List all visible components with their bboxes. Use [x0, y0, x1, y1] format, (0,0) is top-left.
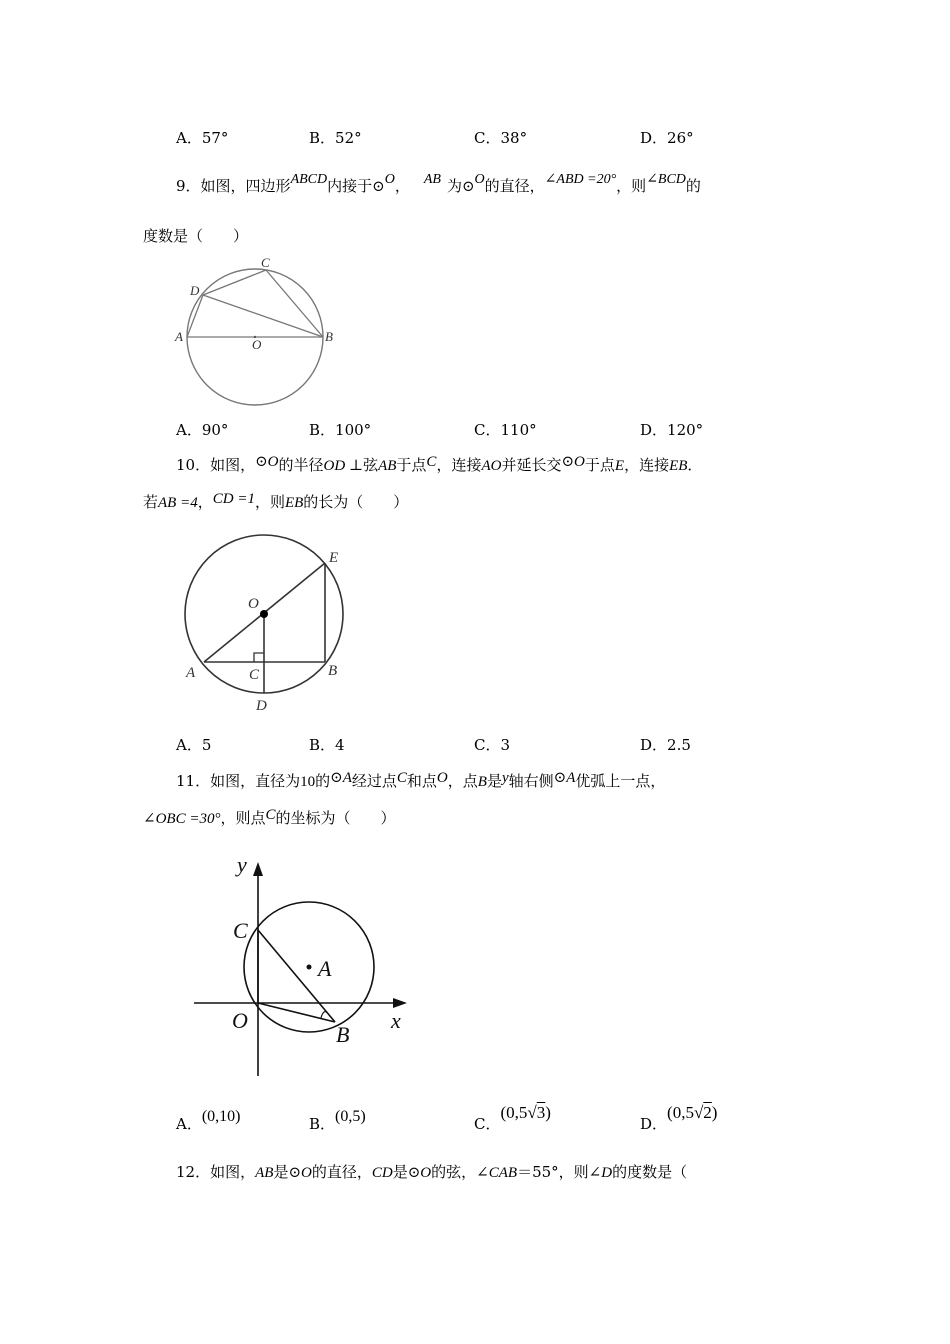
q8-option-d: D．26° [640, 129, 694, 147]
q10-label-b: B [328, 663, 338, 679]
q9-stem-line1: 9．如图，四边形ABCD内接于⊙O， AB 为⊙O的直径，∠ABD =20°，则∠BCD的 [176, 172, 701, 195]
q11-label-y: y [237, 852, 247, 877]
q9-option-d: D．120° [640, 421, 704, 439]
q11-option-b: B．(0,5) [309, 1108, 366, 1133]
q8-option-c: C．38° [474, 129, 528, 147]
q9-stem-line2: 度数是（ ） [143, 227, 249, 245]
q8-option-b: B．52° [309, 129, 362, 147]
q10-option-b: B．4 [309, 736, 345, 754]
q11-label-b: B [336, 1022, 350, 1047]
q11-stem-line1: 11．如图，直径为10的⊙A经过点C和点O，点B是y轴右侧⊙A优弧上一点， [176, 770, 666, 790]
q11-option-a: A．(0,10) [176, 1108, 241, 1133]
q10-stem-line2: 若AB =4，CD =1，则EB的长为（ ） [143, 491, 409, 511]
q9-figure [170, 255, 340, 415]
q8-option-a: A．57° [176, 129, 229, 147]
q9-label-b: B [325, 329, 333, 344]
q10-option-d: D．2.5 [640, 736, 691, 754]
q10-label-c: C [249, 667, 260, 683]
q10-option-a: A．5 [176, 736, 212, 754]
q10-label-o: O [248, 596, 259, 612]
q9-label-o: O [252, 337, 262, 352]
q10-stem-line1: 10．如图，⊙O的半径OD ⊥弦AB于点C，连接AO并延长交⊙O于点E，连接EB． [176, 454, 703, 474]
q10-label-e: E [329, 550, 339, 566]
q10-label-d: D [256, 698, 267, 714]
q9-option-a: A．90° [176, 421, 229, 439]
q11-stem-line2: ∠OBC =30°，则点C的坐标为（ ） [143, 807, 396, 827]
q10-figure [176, 530, 356, 720]
q11-label-a: A [318, 956, 332, 981]
q11-label-x: x [391, 1008, 401, 1033]
q10-option-c: C．3 [474, 736, 511, 754]
q9-label-d: D [190, 283, 200, 298]
q10-label-a: A [186, 665, 196, 681]
q9-label-a: A [175, 329, 183, 344]
q9-option-c: C．110° [474, 421, 537, 439]
q11-option-d: D．(0,5√2) [640, 1103, 718, 1133]
q9-label-c: C [261, 255, 270, 270]
q11-label-o: O [232, 1008, 248, 1033]
q11-figure [190, 850, 420, 1080]
q12-stem-line1: 12．如图，AB是⊙O的直径，CD是⊙O的弦，∠CAB＝55°，则∠D的度数是（ [176, 1163, 688, 1181]
q9-option-b: B．100° [309, 421, 372, 439]
q11-label-c: C [233, 918, 248, 943]
q11-option-c: C．(0,5√3) [474, 1103, 551, 1133]
